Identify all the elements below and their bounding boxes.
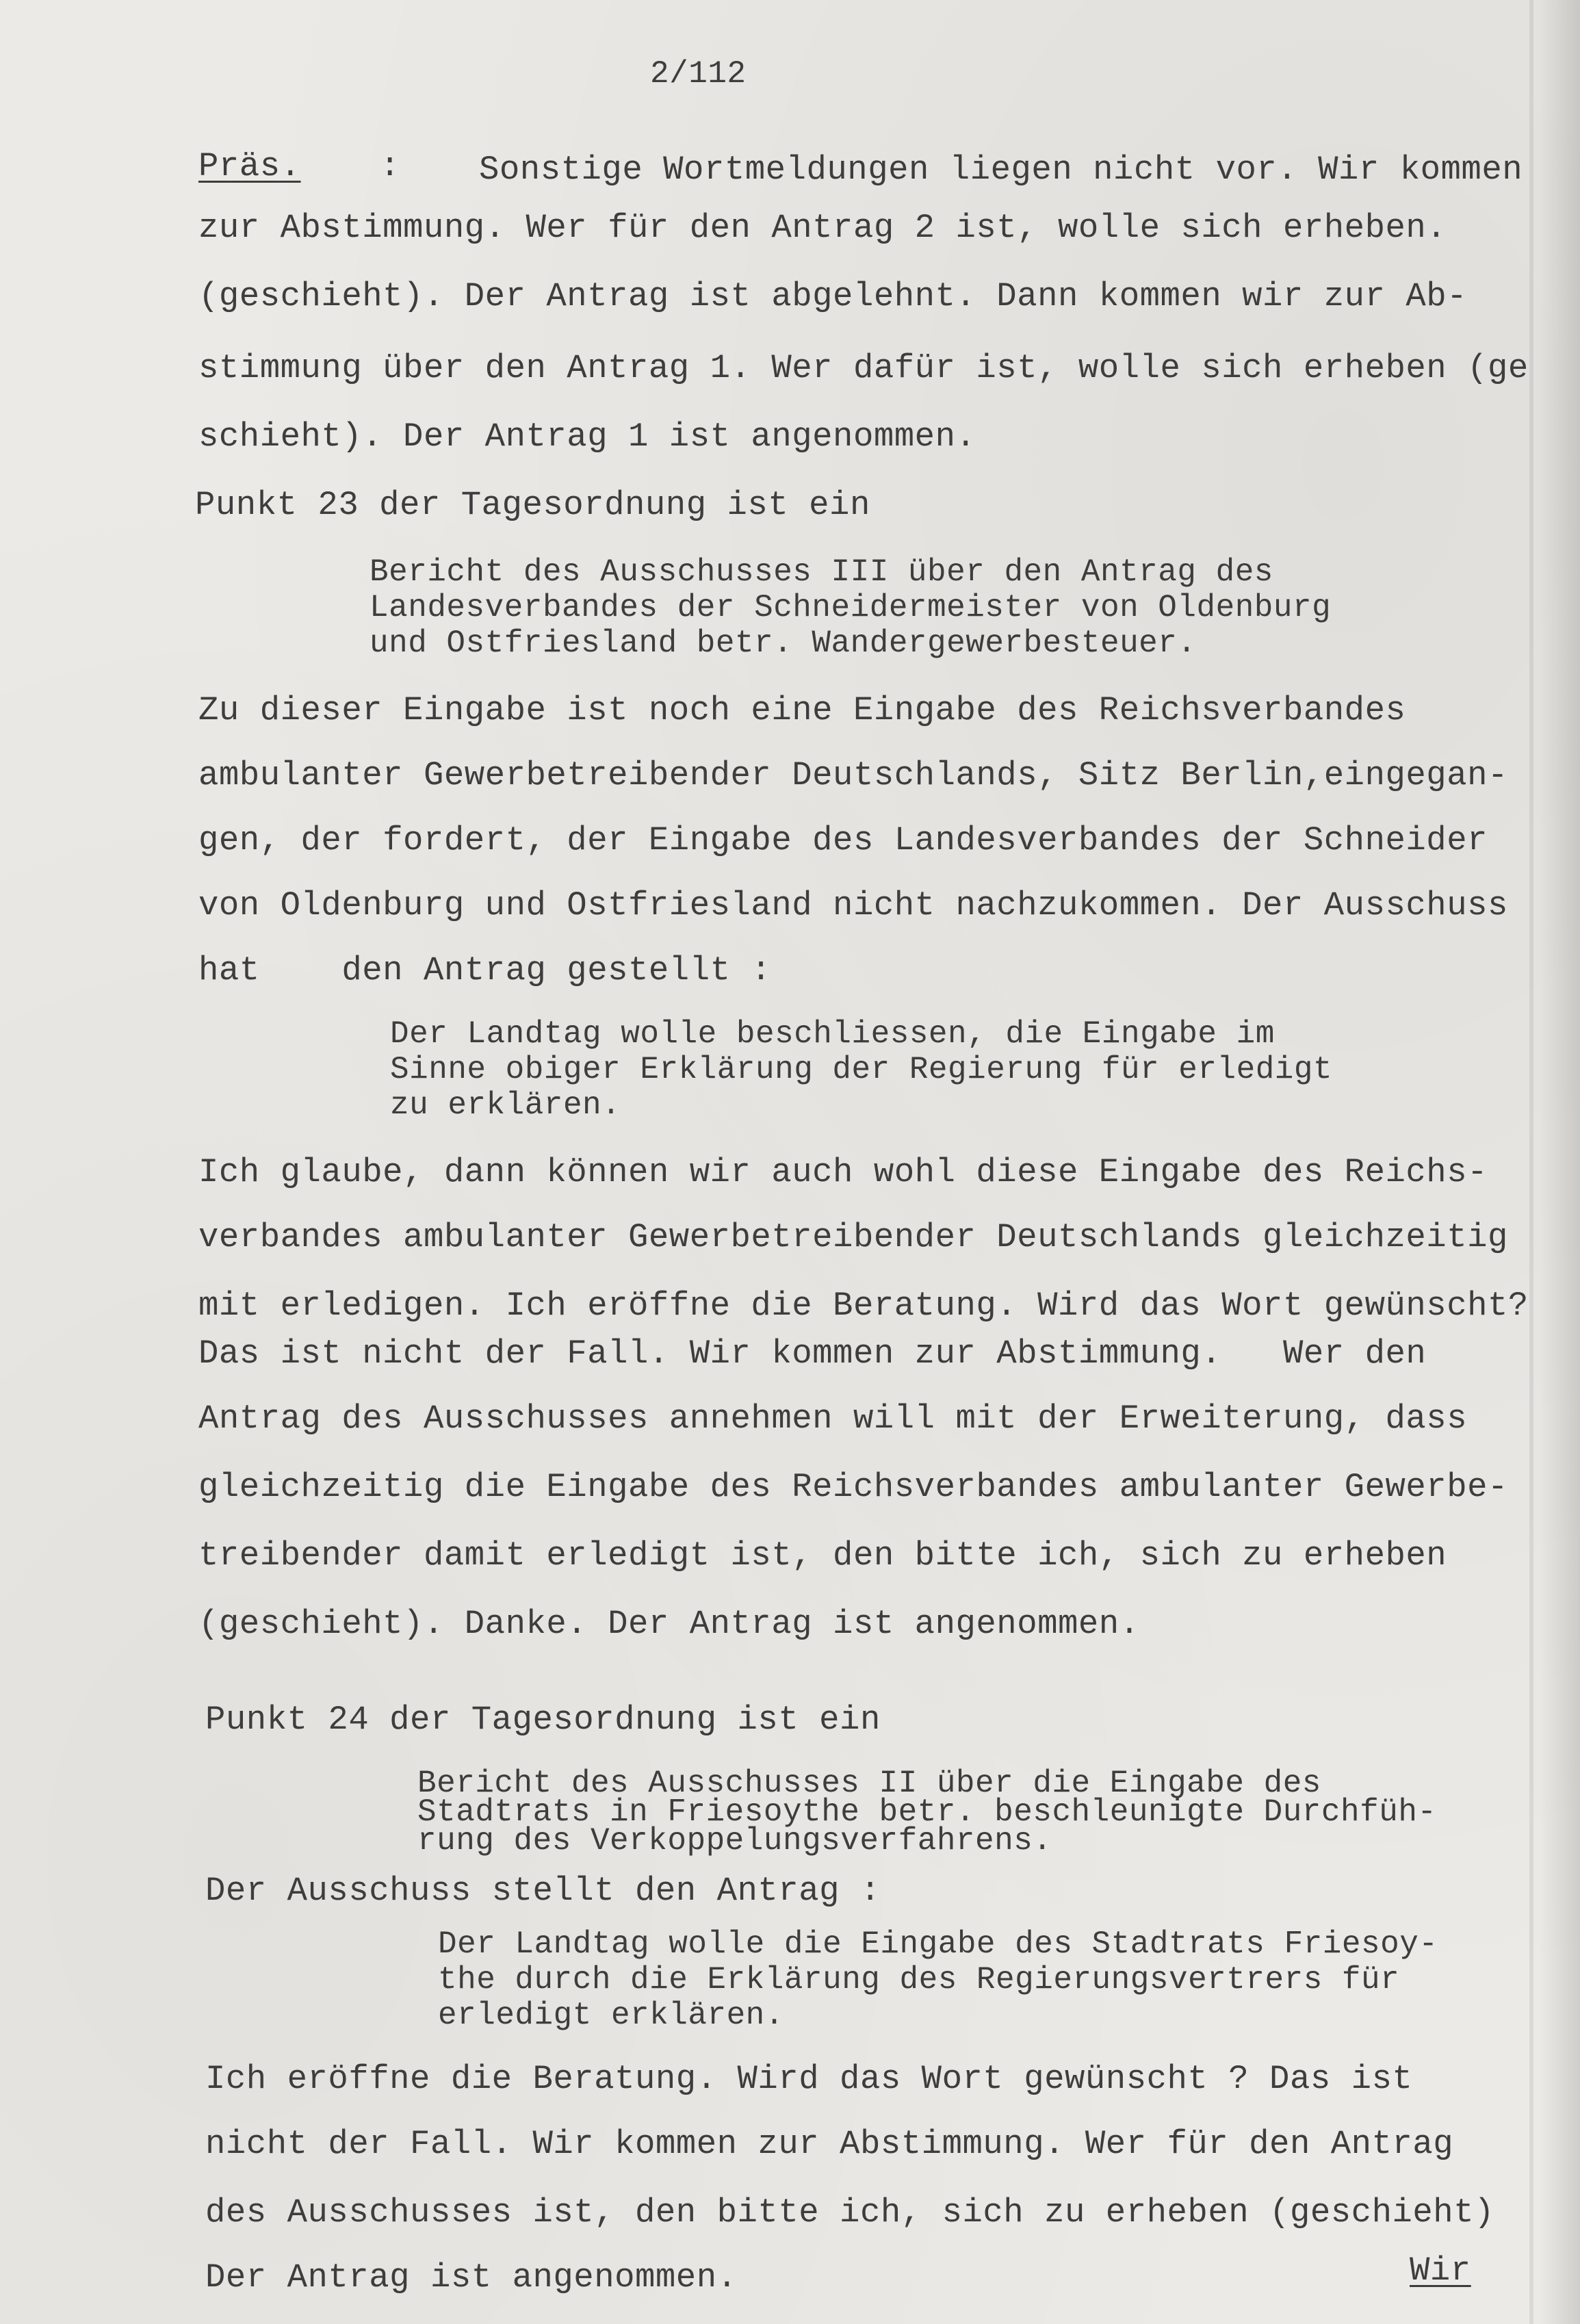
quoted-line: Der Landtag wolle die Eingabe des Stadtrats Friesoy- bbox=[438, 1926, 1438, 1962]
speaker-label: Präs. bbox=[198, 147, 301, 185]
quoted-line: Bericht des Ausschusses III über den Antrag des bbox=[370, 554, 1273, 590]
quoted-line: Landesverbandes der Schneidermeister von Oldenburg bbox=[370, 590, 1332, 625]
text-line: mit erledigen. Ich eröffne die Beratung. Wird das Wort gewünscht? bbox=[198, 1287, 1529, 1325]
text-line: ambulanter Gewerbetreibender Deutschlands, Sitz Berlin,eingegan- bbox=[198, 756, 1508, 795]
quoted-line: rung des Verkoppelungsverfahrens. bbox=[417, 1823, 1052, 1859]
quoted-line: und Ostfriesland betr. Wandergewerbesteuer. bbox=[370, 625, 1197, 661]
text-line: zur Abstimmung. Wer für den Antrag 2 ist, wolle sich erheben. bbox=[198, 209, 1447, 247]
quoted-line: zu erklären. bbox=[390, 1087, 621, 1123]
text-line: schieht). Der Antrag 1 ist angenommen. bbox=[198, 417, 976, 456]
text-line: gleichzeitig die Eingabe des Reichsverbandes ambulanter Gewerbe- bbox=[198, 1468, 1508, 1506]
text-line: Der Ausschuss stellt den Antrag : bbox=[205, 1872, 881, 1910]
text-line: Zu dieser Eingabe ist noch eine Eingabe des Reichsverbandes bbox=[198, 691, 1406, 730]
quoted-line: Der Landtag wolle beschliessen, die Eingabe im bbox=[390, 1016, 1275, 1052]
quoted-line: Stadtrats in Friesoythe betr. beschleunigte Durchfüh- bbox=[417, 1794, 1437, 1830]
text-line: von Oldenburg und Ostfriesland nicht nachzukommen. Der Ausschuss bbox=[198, 886, 1508, 925]
text-line: (geschieht). Danke. Der Antrag ist angenommen. bbox=[198, 1605, 1140, 1643]
text-line: Ich eröffne die Beratung. Wird das Wort gewünscht ? Das ist bbox=[205, 2060, 1413, 2098]
page-number: 2/112 bbox=[650, 56, 747, 92]
text-line: Punkt 23 der Tagesordnung ist ein bbox=[195, 486, 870, 524]
quoted-line: the durch die Erklärung des Regierungsvertrers für bbox=[438, 1962, 1400, 1998]
text-line: treibender damit erledigt ist, den bitte ich, sich zu erheben bbox=[198, 1536, 1447, 1575]
quoted-line: Bericht des Ausschusses II über die Eingabe des bbox=[417, 1766, 1321, 1801]
catchword: Wir bbox=[1410, 2251, 1471, 2290]
speaker-separator: : bbox=[380, 147, 400, 185]
text-line: Ich glaube, dann können wir auch wohl diese Eingabe des Reichs- bbox=[198, 1153, 1488, 1191]
page-fold-line bbox=[1529, 0, 1533, 2324]
text-line: verbandes ambulanter Gewerbetreibender Deutschlands gleichzeitig bbox=[198, 1218, 1508, 1256]
quoted-line: Sinne obiger Erklärung der Regierung für erledigt bbox=[390, 1052, 1333, 1087]
text-line: Der Antrag ist angenommen. bbox=[205, 2258, 738, 2297]
text-line: des Ausschusses ist, den bitte ich, sich zu erheben (geschieht) bbox=[205, 2193, 1495, 2232]
text-line: Das ist nicht der Fall. Wir kommen zur Abstimmung. Wer den bbox=[198, 1334, 1427, 1373]
text-line: Sonstige Wortmeldungen liegen nicht vor. Wir kommen bbox=[479, 151, 1523, 189]
text-line: Antrag des Ausschusses annehmen will mit der Erweiterung, dass bbox=[198, 1399, 1468, 1438]
quoted-line: erledigt erklären. bbox=[438, 1998, 784, 2033]
text-line: nicht der Fall. Wir kommen zur Abstimmung. Wer für den Antrag bbox=[205, 2125, 1454, 2163]
text-line: Punkt 24 der Tagesordnung ist ein bbox=[205, 1701, 881, 1739]
text-line: hat den Antrag gestellt : bbox=[198, 951, 772, 990]
text-line: (geschieht). Der Antrag ist abgelehnt. Dann kommen wir zur Ab- bbox=[198, 277, 1468, 315]
text-line: stimmung über den Antrag 1. Wer dafür ist, wolle sich erheben (ge bbox=[198, 349, 1529, 387]
text-line: gen, der fordert, der Eingabe des Landesverbandes der Schneider bbox=[198, 821, 1488, 860]
page-edge-shadow bbox=[1539, 0, 1580, 2324]
